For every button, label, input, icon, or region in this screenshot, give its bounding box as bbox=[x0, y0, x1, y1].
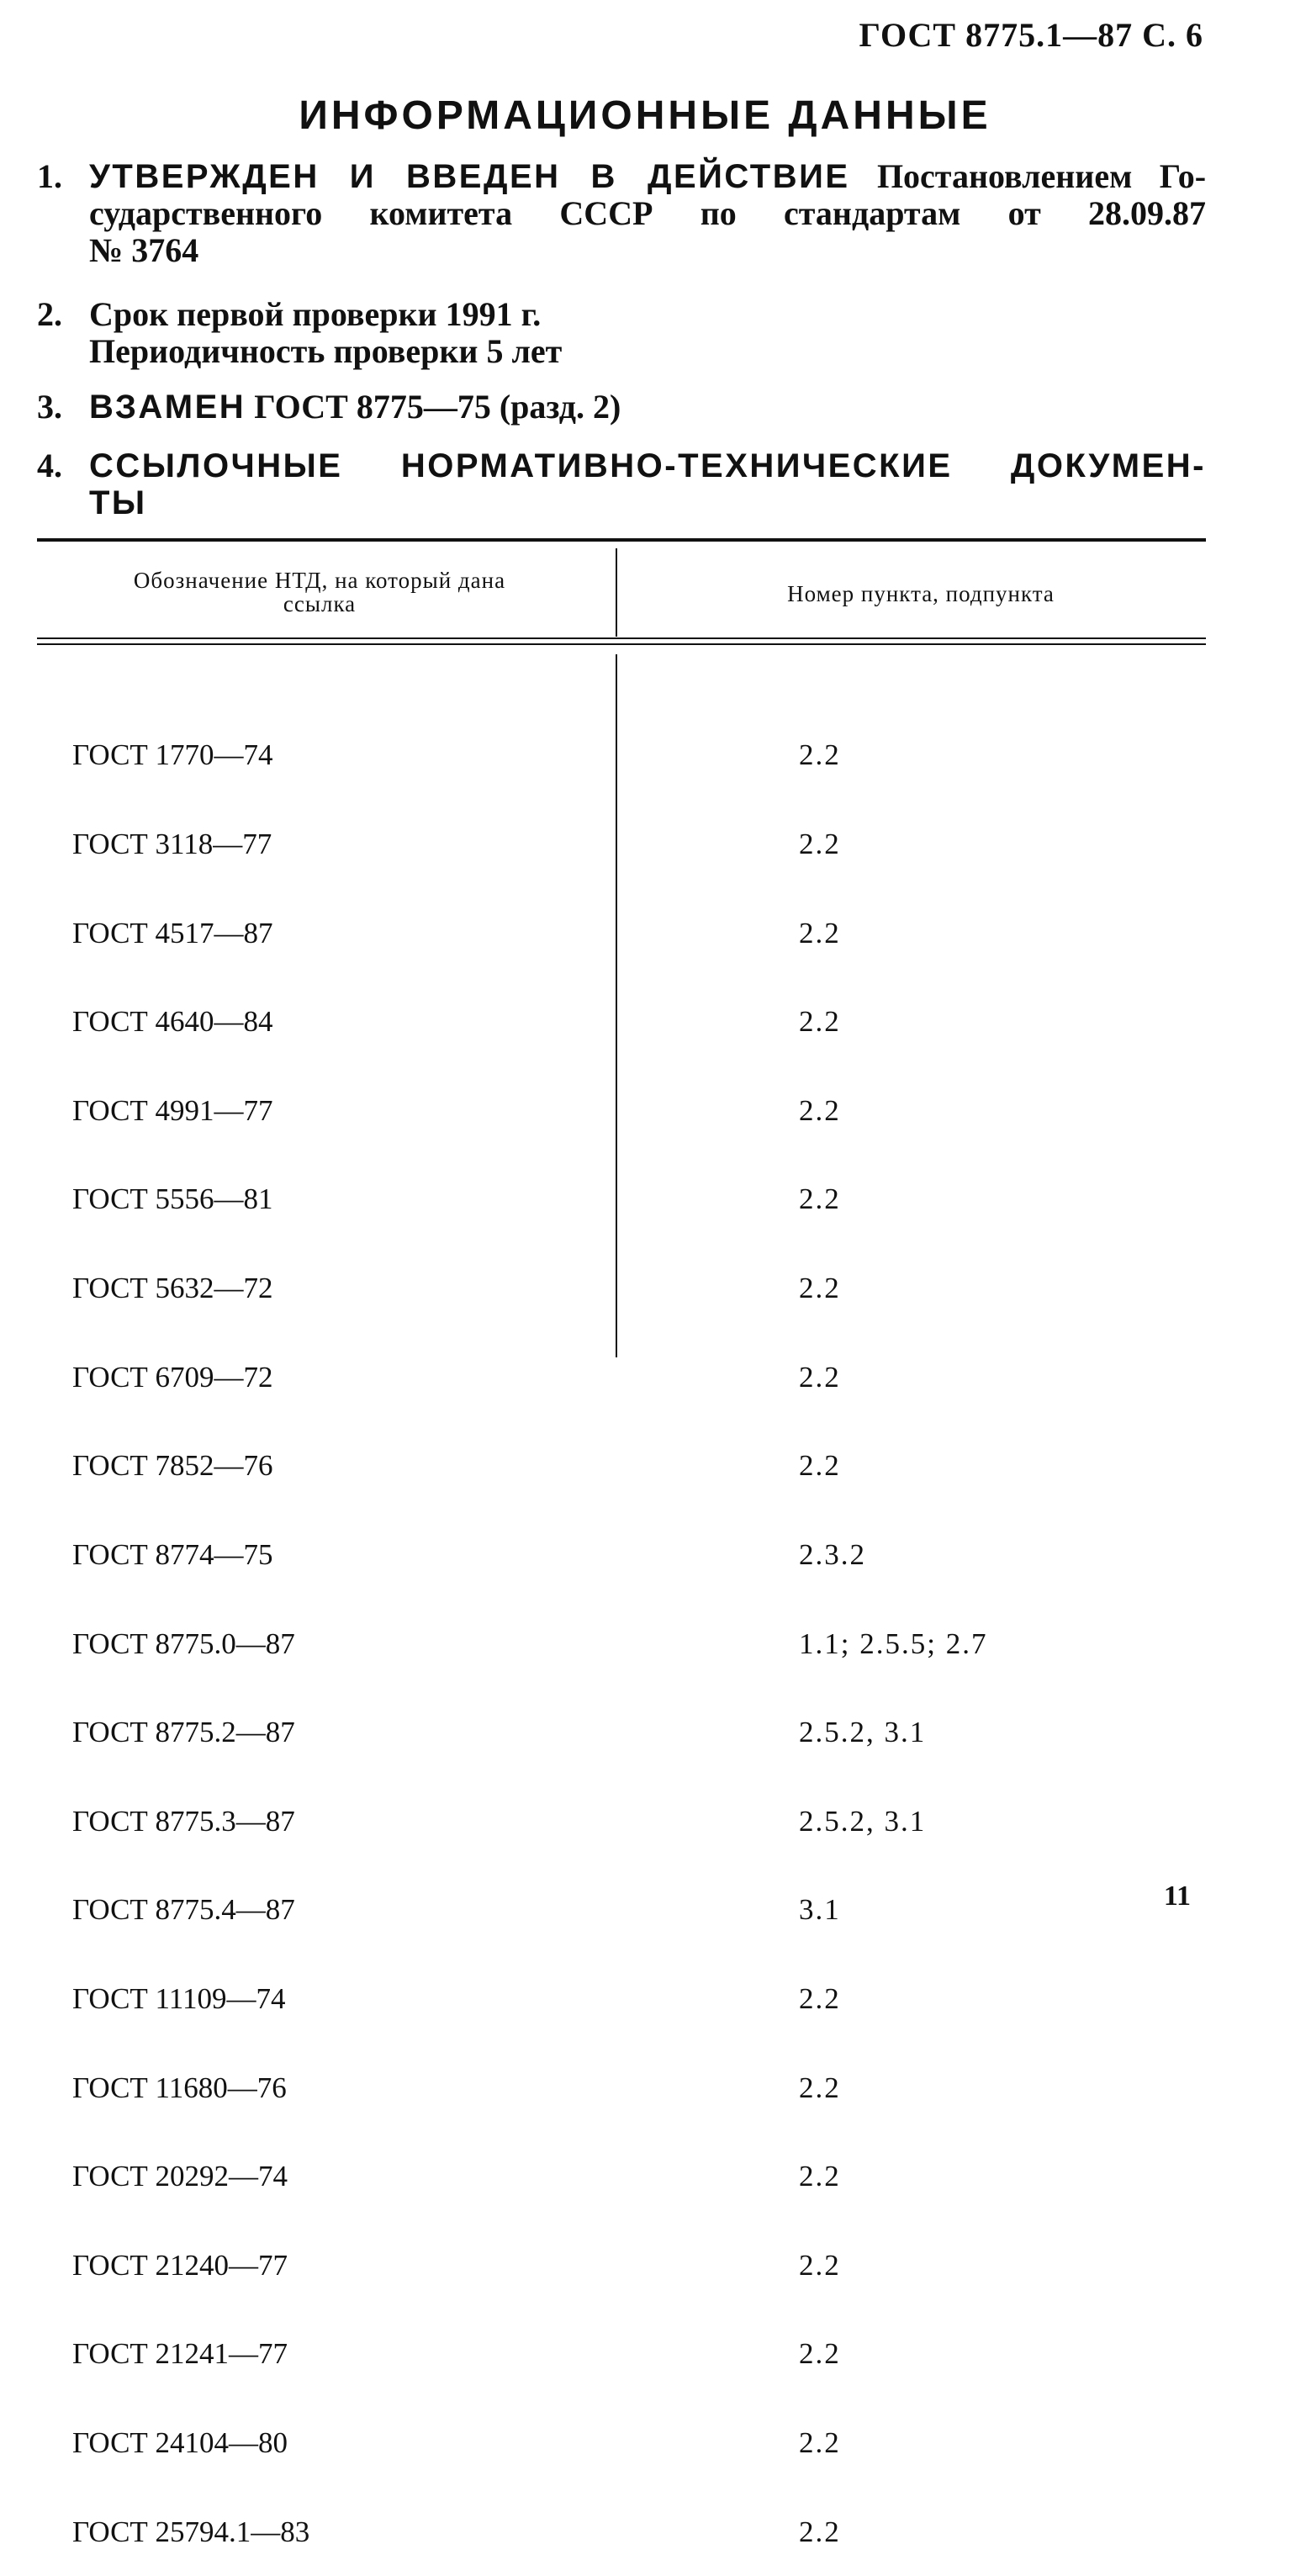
table-cell-ref: 2.2 bbox=[799, 738, 841, 772]
item-number: 3. bbox=[37, 388, 62, 426]
table-cell-doc: ГОСТ 24104—80 bbox=[72, 2425, 288, 2459]
item-line: № 3764 bbox=[89, 231, 199, 269]
item-line bbox=[89, 158, 1206, 195]
table-cell-ref: 2.2 bbox=[799, 2425, 841, 2459]
item-text: ГОСТ 8775—75 (разд. 2) bbox=[254, 388, 621, 426]
table-cell-doc: ГОСТ 8775.3—87 bbox=[72, 1804, 295, 1838]
table-cell-ref: 2.2 bbox=[799, 1093, 841, 1127]
table-cell-ref: 2.2 bbox=[799, 2071, 841, 2104]
document-column bbox=[72, 681, 309, 2576]
info-item-replaces bbox=[37, 389, 1206, 426]
table-cell-ref: 2.2 bbox=[799, 2160, 841, 2193]
table-cell-doc: ГОСТ 8774—75 bbox=[72, 1537, 273, 1571]
table-cell-ref: 2.2 bbox=[799, 916, 841, 949]
table-cell-doc: ГОСТ 8775.0—87 bbox=[72, 1627, 295, 1660]
table-cell-doc: ГОСТ 6709—72 bbox=[72, 1360, 273, 1394]
table-cell-ref: 2.2 bbox=[799, 828, 841, 861]
table-cell-ref: 2.2 bbox=[799, 1005, 841, 1039]
table-cell-doc: ГОСТ 21240—77 bbox=[72, 2248, 288, 2282]
item-number: 4. bbox=[37, 447, 62, 484]
table-cell-doc: ГОСТ 11680—76 bbox=[72, 2071, 287, 2104]
table-cell-ref: 2.5.2, 3.1 bbox=[799, 1804, 927, 1838]
table-cell-ref: 2.5.2, 3.1 bbox=[799, 1716, 927, 1749]
table-cell-ref: 2.2 bbox=[799, 1272, 841, 1305]
table-header-divider bbox=[616, 548, 617, 637]
table-cell-ref: 3.1 bbox=[799, 1893, 841, 1927]
table-cell-ref: 2.2 bbox=[799, 2337, 841, 2371]
table-column-divider bbox=[616, 654, 617, 1357]
table-header-rule-2 bbox=[37, 643, 1206, 645]
item-number: 2. bbox=[37, 295, 62, 333]
document-reference: ГОСТ 8775.1—87 С. 6 bbox=[859, 16, 1203, 54]
table-cell-doc: ГОСТ 25794.1—83 bbox=[72, 2515, 310, 2548]
info-item-check bbox=[37, 296, 1206, 370]
table-cell-doc: ГОСТ 8775.2—87 bbox=[72, 1716, 295, 1749]
clause-column bbox=[799, 681, 987, 2576]
item-lead-caps: ВЗАМЕН bbox=[89, 389, 246, 426]
table-header-rule-1 bbox=[37, 637, 1206, 639]
item-line: ТЫ bbox=[89, 484, 147, 521]
page-number: 11 bbox=[1163, 1880, 1191, 1912]
table-cell-doc: ГОСТ 21241—77 bbox=[72, 2337, 288, 2371]
table-cell-doc: ГОСТ 3118—77 bbox=[72, 828, 272, 861]
table-cell-doc: ГОСТ 8775.4—87 bbox=[72, 1893, 295, 1927]
table-cell-ref: 1.1; 2.5.5; 2.7 bbox=[799, 1627, 988, 1660]
item-line: Срок первой проверки 1991 г. bbox=[89, 295, 542, 333]
header-line: ссылка bbox=[283, 591, 357, 616]
item-line: Периодичность проверки 5 лет bbox=[89, 332, 563, 370]
table-cell-ref: 2.3.2 bbox=[799, 1537, 866, 1571]
table-top-rule bbox=[37, 538, 1206, 542]
header-line: Обозначение НТД, на который дана bbox=[133, 568, 506, 593]
table-cell-doc: ГОСТ 20292—74 bbox=[72, 2160, 288, 2193]
table-cell-doc: ГОСТ 4517—87 bbox=[72, 916, 273, 949]
item-line: сударственного комитета СССР по стандартам от 28.09.87 bbox=[89, 194, 1206, 232]
table-cell-doc: ГОСТ 5632—72 bbox=[72, 1272, 273, 1305]
table-cell-doc: ГОСТ 4991—77 bbox=[72, 1093, 273, 1127]
table-cell-doc: ГОСТ 4640—84 bbox=[72, 1005, 273, 1039]
table-cell-doc: ГОСТ 1770—74 bbox=[72, 738, 273, 772]
item-lead-caps: УТВЕРЖДЕН И ВВЕДЕН В ДЕЙСТВИЕ bbox=[89, 158, 850, 195]
table-cell-ref: 2.2 bbox=[799, 1360, 841, 1394]
page-title: ИНФОРМАЦИОННЫЕ ДАННЫЕ bbox=[299, 93, 991, 138]
table-cell-ref: 2.2 bbox=[799, 2515, 841, 2548]
table-cell-ref: 2.2 bbox=[799, 1182, 841, 1216]
table-cell-doc: ГОСТ 11109—74 bbox=[72, 1981, 286, 2015]
table-cell-ref: 2.2 bbox=[799, 1449, 841, 1483]
table-cell-ref: 2.2 bbox=[799, 1981, 841, 2015]
table-cell-doc: ГОСТ 5556—81 bbox=[72, 1182, 273, 1216]
column-header-clause: Номер пункта, подпункта bbox=[787, 581, 1055, 606]
item-number: 1. bbox=[37, 157, 62, 195]
table-cell-doc: ГОСТ 7852—76 bbox=[72, 1449, 273, 1483]
item-text: Постановлением Го- bbox=[876, 157, 1207, 195]
item-line: ССЫЛОЧНЫЕ НОРМАТИВНО-ТЕХНИЧЕСКИЕ ДОКУМЕН- bbox=[89, 447, 1206, 484]
table-cell-ref: 2.2 bbox=[799, 2248, 841, 2282]
info-item-approval bbox=[37, 158, 1206, 269]
info-item-references bbox=[37, 447, 1206, 521]
column-header-document bbox=[67, 569, 572, 616]
